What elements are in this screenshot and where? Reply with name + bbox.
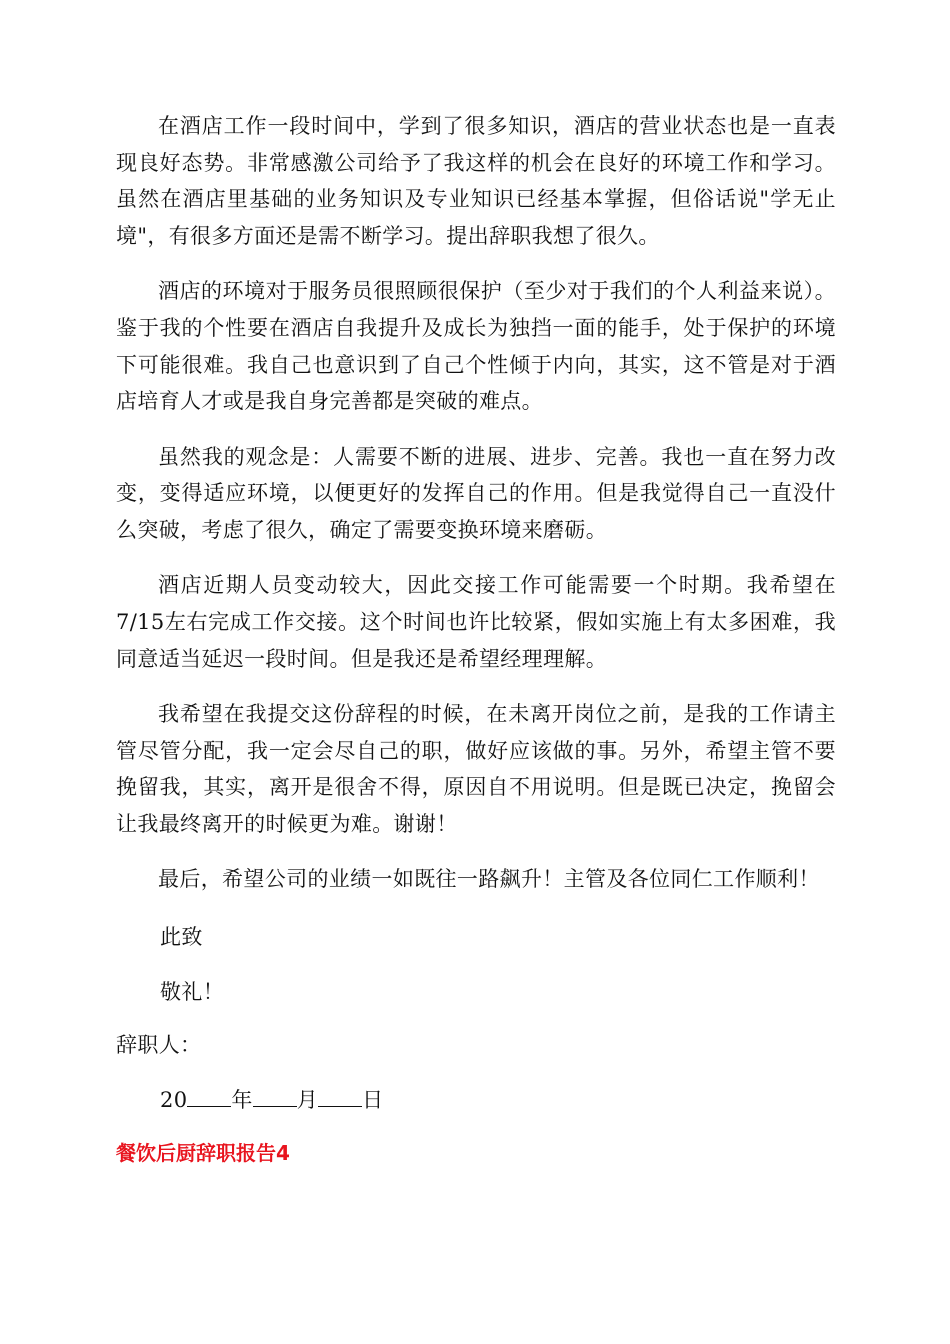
- month-blank: [253, 1086, 297, 1107]
- date-line: [116, 1082, 836, 1119]
- paragraph-5: 我希望在我提交这份辞程的时候，在未离开岗位之前，是我的工作请主管尽管分配，我一定会尽自己的职，做好应该做的事。另外，希望主管不要挽留我，其实，离开是很舍不得，原因自不用说明。但是既已决定，挽留会让我最终离开的时候更为难。谢谢！: [116, 701, 836, 836]
- paragraph-4: 酒店近期人员变动较大，因此交接工作可能需要一个时期。我希望在7/15左右完成工作交接。这个时间也许比较紧，假如实施上有太多困难，我同意适当延迟一段时间。但是我还是希望经理理解。: [116, 573, 836, 671]
- closing-greeting: 此致: [160, 924, 203, 949]
- day-label: 日: [362, 1087, 384, 1112]
- year-blank: [187, 1086, 231, 1107]
- day-blank: [318, 1086, 362, 1107]
- date-prefix: 20: [160, 1087, 188, 1112]
- closing-salute: 敬礼！: [160, 979, 225, 1004]
- paragraph-6: 最后，希望公司的业绩一如既往一路飙升！主管及各位同仁工作顺利！: [158, 867, 820, 892]
- paragraph-2: 酒店的环境对于服务员很照顾很保护（至少对于我们的个人利益来说）。鉴于我的个性要在酒店自我提升及成长为独挡一面的能手，处于保护的环境下可能很难。我自己也意识到了自己个性倾于内向，其实，这不管是对于酒店培育人才或是我自身完善都是突破的难点。: [116, 279, 836, 414]
- next-section-title: 餐饮后厨辞职报告4: [116, 1140, 290, 1165]
- year-label: 年: [231, 1087, 253, 1112]
- paragraph-1: 在酒店工作一段时间中，学到了很多知识，酒店的营业状态也是一直表现良好态势。非常感激公司给予了我这样的机会在良好的环境工作和学习。虽然在酒店里基础的业务知识及专业知识已经基本掌握，但俗话说"学无止境"，有很多方面还是需不断学习。提出辞职我想了很久。: [116, 114, 836, 249]
- month-label: 月: [296, 1087, 319, 1112]
- signer-label: 辞职人：: [116, 1033, 202, 1058]
- paragraph-3: 虽然我的观念是：人需要不断的进展、进步、完善。我也一直在努力改变，变得适应环境，以便更好的发挥自己的作用。但是我觉得自己一直没什么突破，考虑了很久，确定了需要变换环境来磨砺。: [116, 444, 836, 543]
- document-page: [116, 108, 836, 1171]
